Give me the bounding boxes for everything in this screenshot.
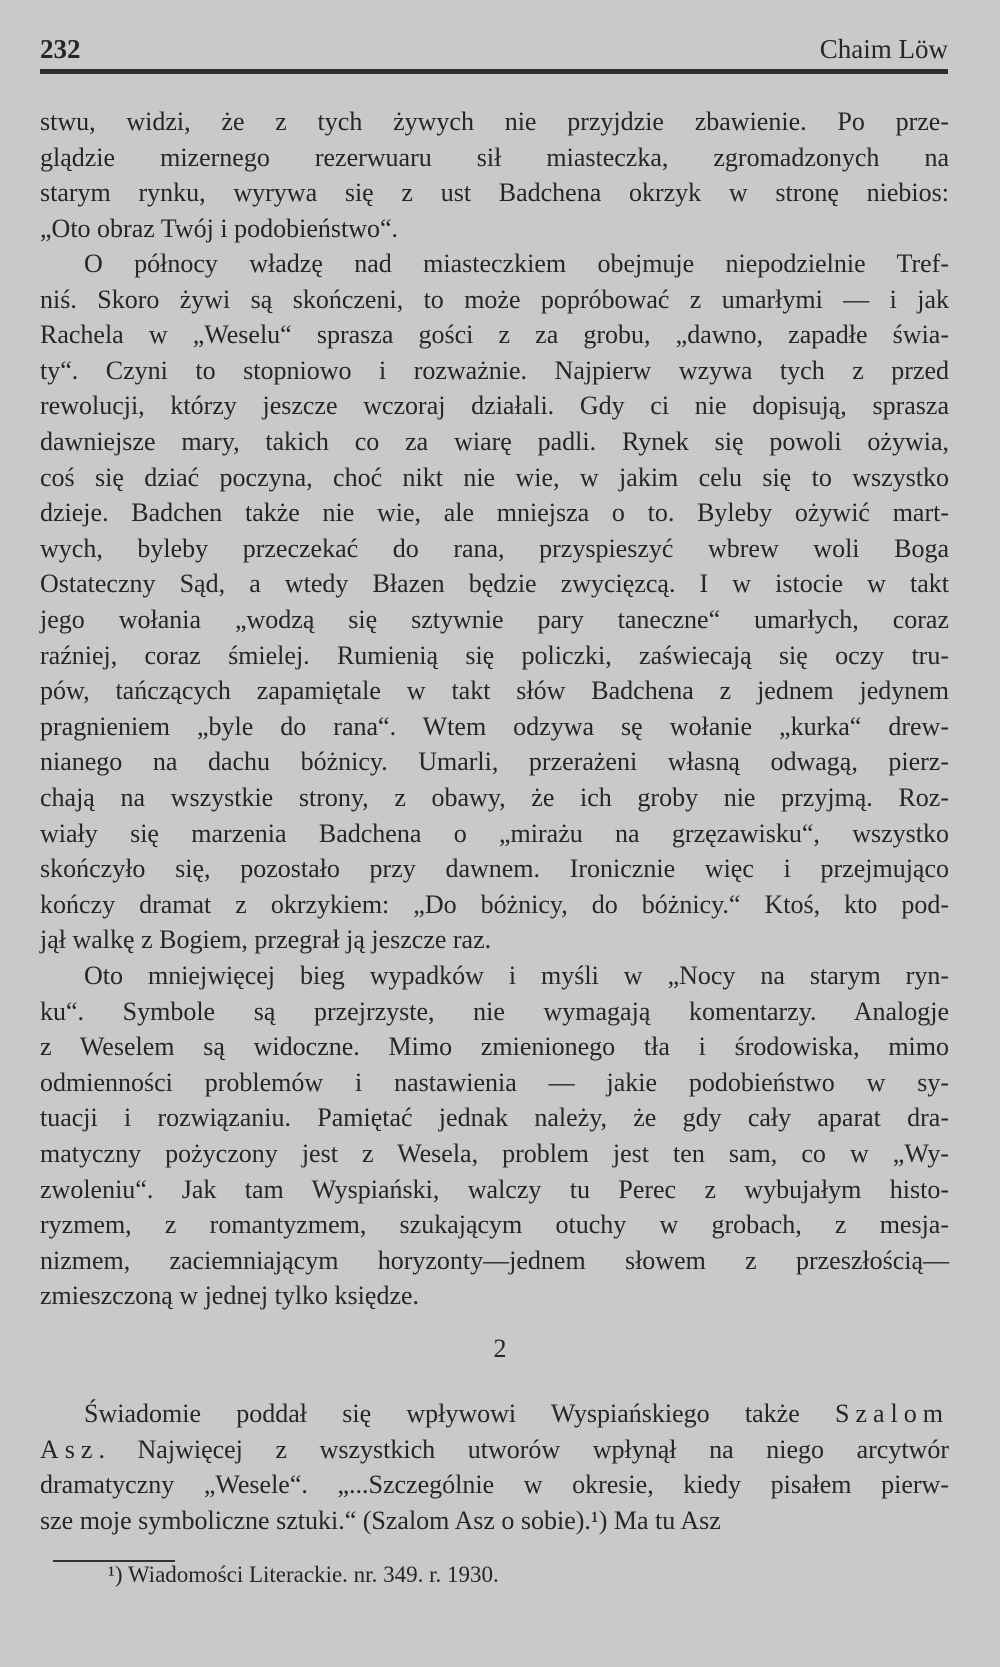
text-line: coś się dziać poczyna, choć nikt nie wie, w jakim celu się to wszystko [40, 462, 949, 492]
paragraph-2 [40, 246, 949, 958]
text-line: odmienności problemów i nastawienia — jakie podobieństwo w sy- [40, 1067, 949, 1097]
text-line: kończy dramat z okrzykiem: „Do bóżnicy, do bóżnicy.“ Ktoś, kto pod- [40, 889, 949, 919]
header-rule [40, 69, 948, 74]
text-line: stwu, widzi, że z tych żywych nie przyjdzie zbawienie. Po prze- [40, 107, 949, 136]
text-line: Oto mniejwięcej bieg wypadków i myśli w „Nocy na starym ryn- [84, 961, 949, 990]
text-line: dawniejsze mary, takich co za wiarę padli. Rynek się powoli ożywia, [40, 426, 949, 456]
text-line: nizmem, zaciemniającym horyzonty—jednem słowem z przeszłością— [40, 1245, 949, 1275]
text-line: nianego na dachu bóżnicy. Umarli, przerażeni własną odwagą, pierz- [40, 747, 949, 777]
running-header-author: Chaim Löw [819, 34, 948, 64]
text-line: Ostateczny Sąd, a wtedy Błazen będzie zwycięzcą. I w istocie w takt [40, 569, 949, 599]
spaced-name: Szalom [835, 1399, 949, 1428]
text-line: Rachela w „Weselu“ sprasza gości z za grobu, „dawno, zapadłe świa- [40, 320, 949, 350]
text-line: skończyło się, pozostało przy dawnem. Ironicznie więc i przejmująco [40, 854, 949, 884]
text-line: rewolucji, którzy jeszcze wczoraj działali. Gdy ci nie dopisują, sprasza [40, 391, 949, 421]
paragraph-4 [40, 1396, 949, 1538]
text-line: niś. Skoro żywi są skończeni, to może popróbować z umarłymi — i jak [40, 284, 949, 314]
paragraph-1 [40, 104, 949, 246]
text-line: pów, tańczących zapamiętale w takt słów Badchena z jednem jedynem [40, 676, 949, 706]
paragraph-3 [40, 958, 949, 1314]
page-number: 232 [40, 34, 81, 64]
footnote: ¹) Wiadomości Literackie. nr. 349. r. 1930. [108, 1562, 499, 1587]
text-line: dzieje. Badchen także nie wie, ale mniejsza o to. Byleby ożywić mart- [40, 498, 949, 528]
text-line: z Weselem są widoczne. Mimo zmienionego tła i środowiska, mimo [40, 1032, 949, 1062]
text-line: ryzmem, z romantyzmem, szukającym otuchy w grobach, z mesja- [40, 1210, 949, 1240]
section-number: 2 [493, 1334, 507, 1363]
text-line: jego wołania „wodzą się sztywnie pary taneczne“ umarłych, coraz [40, 604, 949, 634]
text-line: wych, byleby przeczekać do rana, przyspieszyć wbrew woli Boga [40, 533, 949, 563]
text-line: chają na wszystkie strony, z obawy, że ich groby nie przyjmą. Roz- [40, 782, 949, 812]
text-line: „Oto obraz Twój i podobieństwo“. [40, 213, 399, 243]
text-line: matyczny pożyczony jest z Wesela, problem jest ten sam, co w „Wy- [40, 1138, 949, 1168]
text-line: tuacji i rozwiązaniu. Pamiętać jednak należy, że gdy cały aparat dra- [40, 1103, 949, 1133]
text-line: ku“. Symbole są przejrzyste, nie wymagają komentarzy. Analogje [40, 996, 949, 1026]
text-line: Świadomie poddał się wpływowi Wyspiańskiego także Szalom [84, 1399, 949, 1428]
text-line: raźniej, coraz śmielej. Rumienią się policzki, zaświecają się oczy tru- [40, 640, 949, 670]
text-line: glądzie mizernego rezerwuaru sił miasteczka, zgromadzonych na [40, 142, 949, 172]
text-line: zwoleniu“. Jak tam Wyspiański, walczy tu Perec z wybujałym histo- [40, 1174, 949, 1204]
text-line: sze moje symboliczne sztuki.“ (Szalom Asz o sobie).¹) Ma tu Asz [40, 1505, 721, 1535]
text-line: starym rynku, wyrywa się z ust Badchena okrzyk w stronę niebios: [40, 178, 949, 208]
text-line: dramatyczny „Wesele“. „...Szczególnie w okresie, kiedy pisałem pierw- [40, 1470, 949, 1500]
text-line: wiały się marzenia Badchena o „mirażu na grzęzawisku“, wszystko [40, 818, 949, 848]
text-line: O północy władzę nad miasteczkiem obejmuje niepodzielnie Tref- [84, 249, 949, 278]
text-line: pragnieniem „byle do rana“. Wtem odzywa sę wołanie „kurka“ drew- [40, 711, 949, 741]
text-line: jął walkę z Bogiem, przegrał ją jeszcze raz. [40, 925, 492, 955]
spaced-name: Asz [40, 1434, 99, 1464]
text-line: Asz. Najwięcej z wszystkich utworów wpłynął na niego arcytwór [40, 1434, 949, 1464]
text-line: zmieszczoną w jednej tylko księdze. [40, 1281, 420, 1311]
text-line: ty“. Czyni to stopniowo i rozważnie. Najpierw wzywa tych z przed [40, 355, 949, 385]
